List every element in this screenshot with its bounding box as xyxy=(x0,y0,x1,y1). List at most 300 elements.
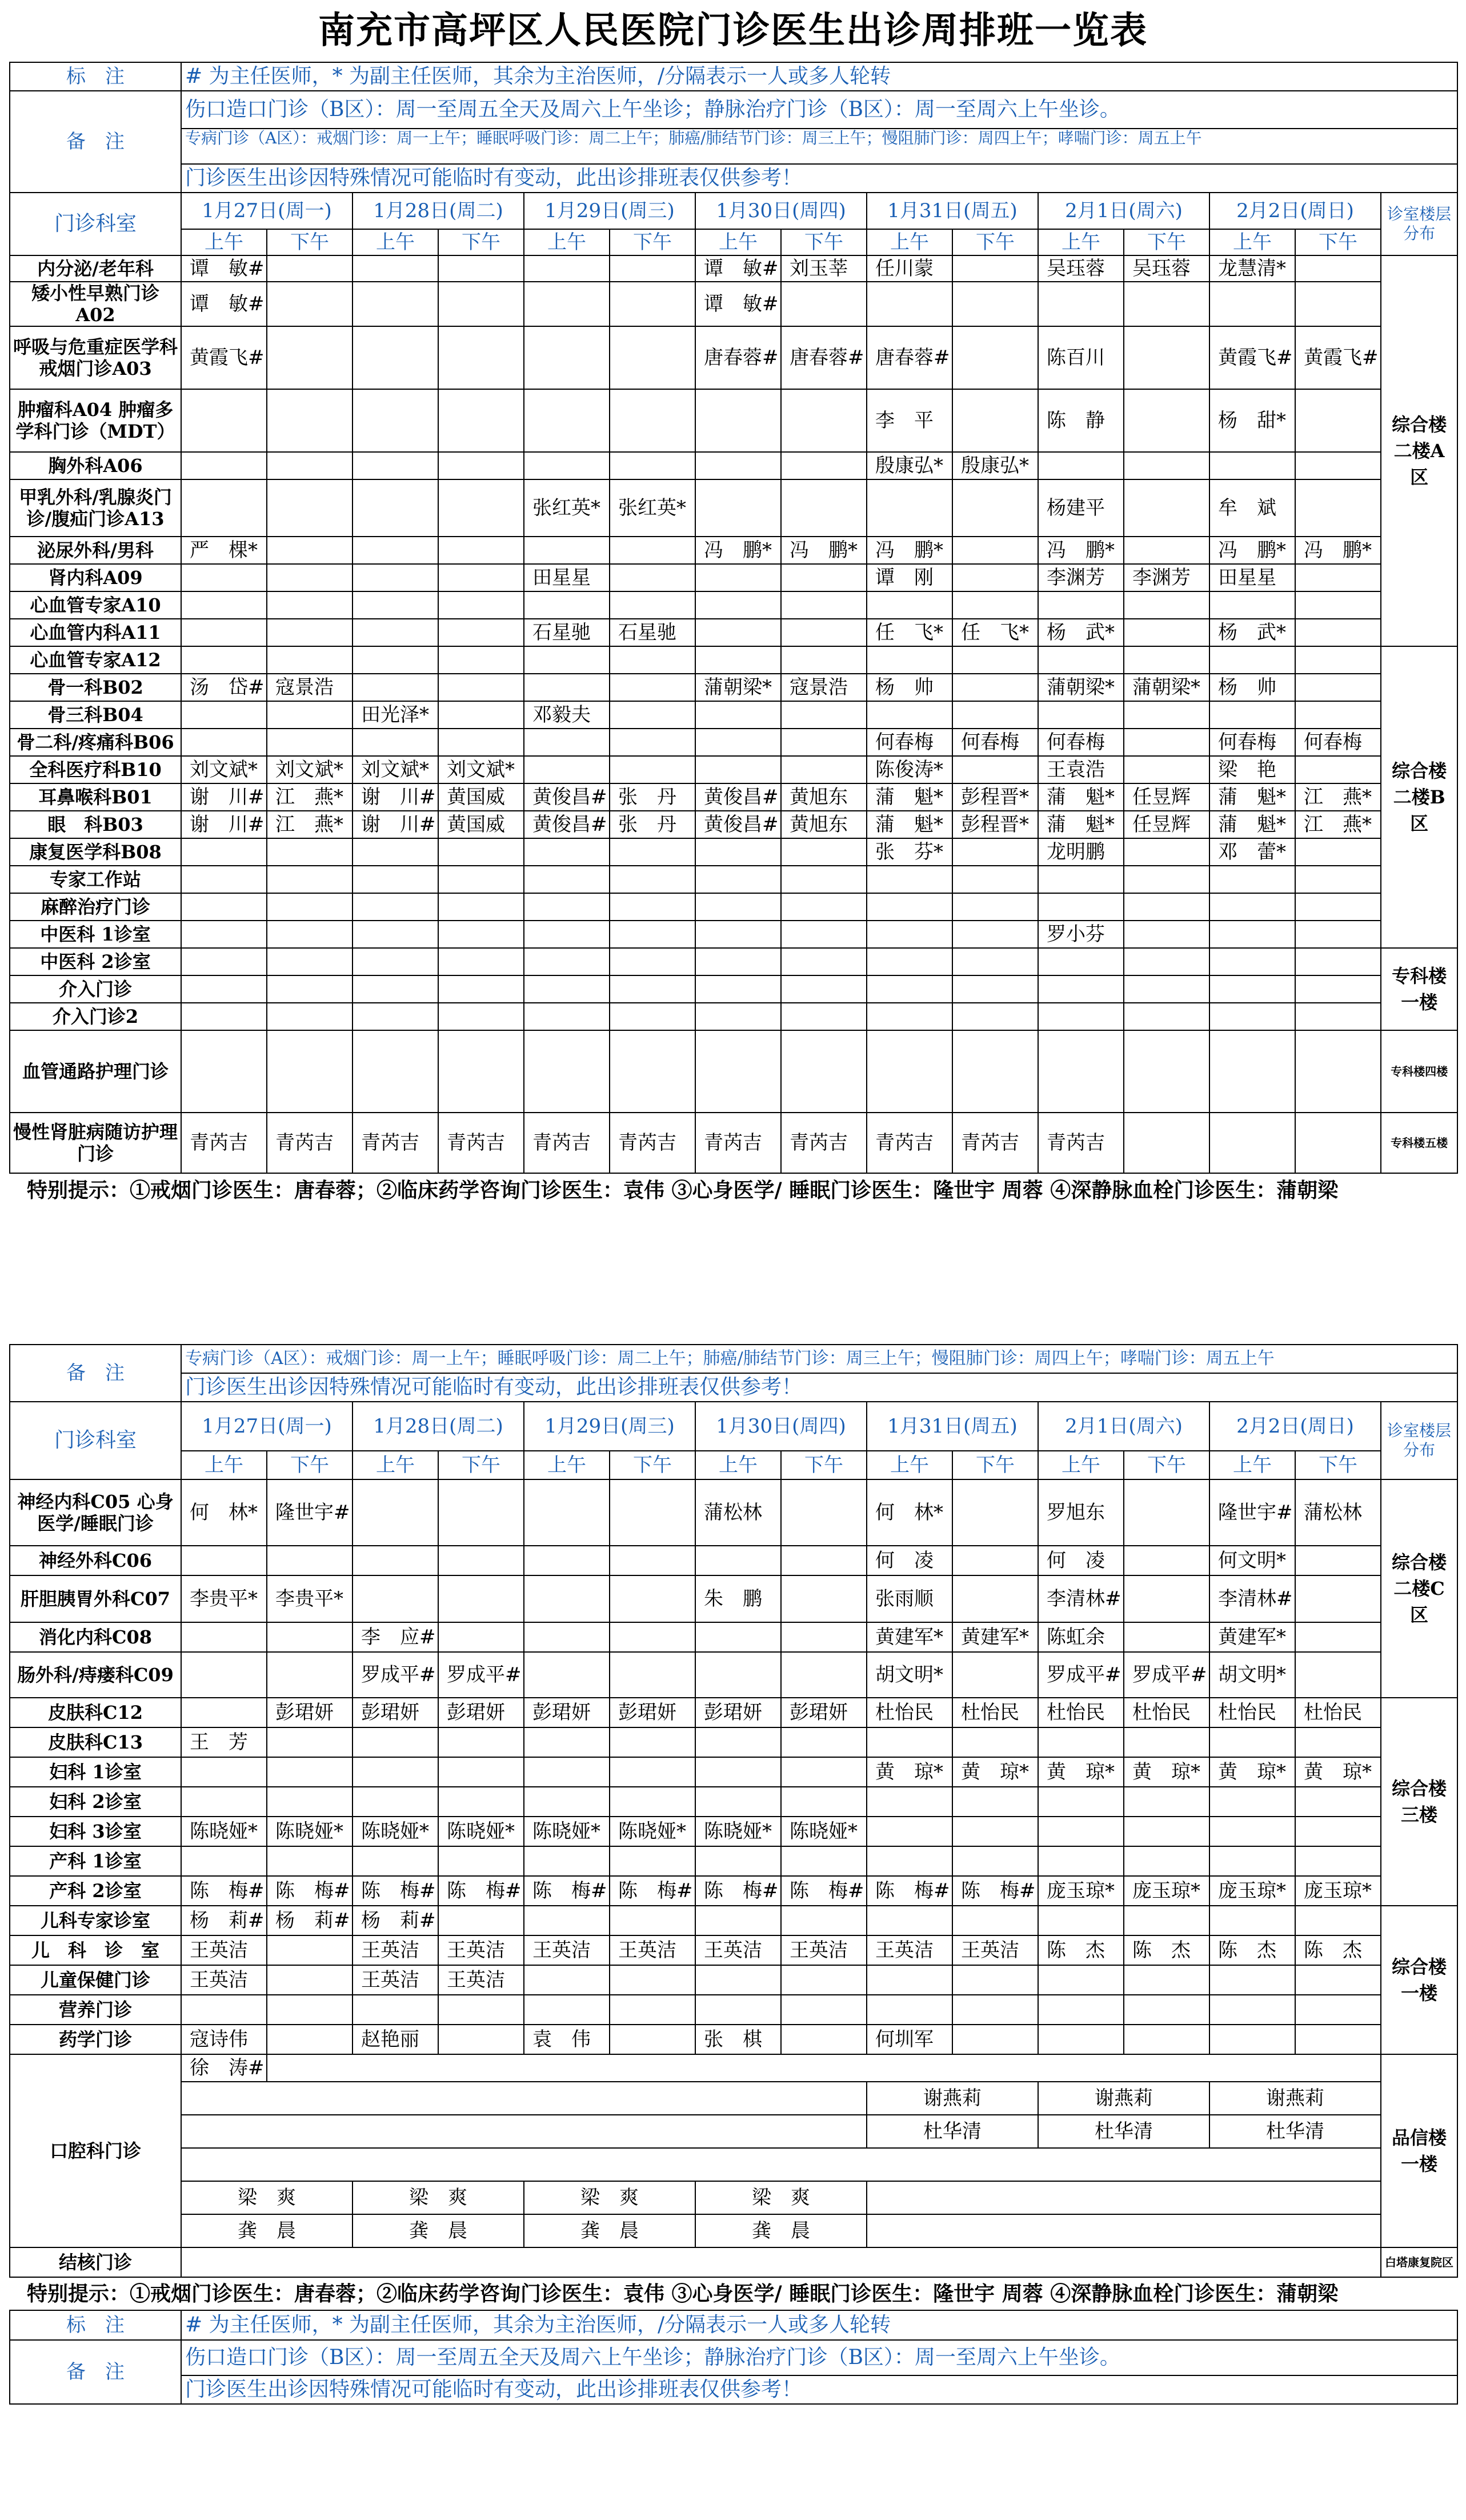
table-row xyxy=(10,1575,1457,1622)
doctor-slot xyxy=(1295,1622,1381,1652)
doctor-slot xyxy=(1124,2025,1209,2054)
doctor-slot: 冯 鹏* xyxy=(1209,537,1295,564)
doctor-slot: 陈俊涛* xyxy=(867,756,952,783)
doctor-slot xyxy=(867,893,952,921)
doctor-slot xyxy=(1124,1622,1209,1652)
doctor-slot xyxy=(610,866,695,893)
doctor-slot xyxy=(524,1652,610,1698)
doctor-slot xyxy=(1209,1995,1295,2025)
doctor-slot xyxy=(524,921,610,948)
doctor-slot xyxy=(952,921,1038,948)
doctor-slot xyxy=(1124,1727,1209,1757)
dept-name: 介入门诊 xyxy=(10,975,181,1003)
doctor-slot xyxy=(1295,1817,1381,1846)
doctor-slot xyxy=(353,948,438,975)
doctor-slot xyxy=(181,1546,267,1575)
pm-header: 下午 xyxy=(1124,229,1209,255)
doctor-slot xyxy=(524,948,610,975)
doctor-slot xyxy=(524,756,610,783)
doctor-slot xyxy=(438,893,524,921)
table-row xyxy=(10,282,1457,326)
am-header: 上午 xyxy=(1209,1451,1295,1479)
doctor-slot xyxy=(1124,1113,1209,1173)
doctor-slot xyxy=(1209,893,1295,921)
dept-name: 中医科 2诊室 xyxy=(10,948,181,975)
doctor-slot xyxy=(1209,866,1295,893)
doctor-slot xyxy=(1209,452,1295,479)
doctor-slot: 陈 杰 xyxy=(1038,1935,1124,1965)
doctor-slot xyxy=(695,1622,781,1652)
doctor-slot xyxy=(781,1030,867,1113)
doctor-slot xyxy=(1038,646,1124,674)
table-row xyxy=(10,2310,1457,2340)
doctor-slot: 杜怡民 xyxy=(1124,1698,1209,1727)
doctor-slot xyxy=(267,975,353,1003)
doctor-slot xyxy=(353,1757,438,1787)
empty-slot xyxy=(867,2214,1381,2247)
doctor-slot: 蒲朝梁* xyxy=(695,674,781,701)
doctor-slot xyxy=(610,591,695,619)
empty-slot xyxy=(181,2148,1381,2181)
doctor-slot: 杨 甜* xyxy=(1209,389,1295,452)
table-row xyxy=(10,1113,1457,1173)
doctor-slot xyxy=(1124,948,1209,975)
doctor-slot xyxy=(267,1935,353,1965)
doctor-slot xyxy=(267,564,353,591)
doctor-slot xyxy=(267,729,353,756)
doctor-slot xyxy=(1295,674,1381,701)
doctor-slot xyxy=(695,1787,781,1817)
doctor-slot xyxy=(695,646,781,674)
doctor-slot xyxy=(267,646,353,674)
doctor-slot xyxy=(267,921,353,948)
doctor-slot xyxy=(1124,1030,1209,1113)
doctor-slot xyxy=(610,1846,695,1876)
doctor-slot xyxy=(1295,619,1381,646)
doctor-slot: 黄俊昌# xyxy=(695,783,781,811)
doctor-slot xyxy=(867,1995,952,2025)
table-row xyxy=(10,1622,1457,1652)
doctor-slot: 谢 川# xyxy=(353,811,438,838)
doctor-slot: 何春梅 xyxy=(1209,729,1295,756)
doctor-slot xyxy=(695,921,781,948)
note-change: 门诊医生出诊因特殊情况可能临时有变动，此出诊排班表仅供参考！ xyxy=(181,2375,1457,2404)
building-location: 综合楼二楼A区 xyxy=(1381,255,1457,646)
doctor-slot xyxy=(181,619,267,646)
doctor-slot: 彭珺妍 xyxy=(781,1698,867,1727)
doctor-slot: 杨 帅 xyxy=(1209,674,1295,701)
doctor-slot xyxy=(267,452,353,479)
building-location: 综合楼二楼B区 xyxy=(1381,646,1457,948)
doctor-slot: 陈晓娅* xyxy=(438,1817,524,1846)
doctor-slot xyxy=(524,893,610,921)
doctor-slot: 青芮吉 xyxy=(867,1113,952,1173)
doctor-slot xyxy=(524,1846,610,1876)
dept-name: 肠外科/痔瘘科C09 xyxy=(10,1652,181,1698)
doctor-slot xyxy=(438,1787,524,1817)
doctor-slot: 王英洁 xyxy=(952,1935,1038,1965)
doctor-slot xyxy=(610,1622,695,1652)
doctor-slot: 赵艳丽 xyxy=(353,2025,438,2054)
doctor-slot xyxy=(1209,1003,1295,1030)
doctor-slot xyxy=(267,537,353,564)
doctor-slot xyxy=(181,1030,267,1113)
doctor-slot: 青芮吉 xyxy=(267,1113,353,1173)
doctor-slot xyxy=(867,1965,952,1995)
doctor-slot xyxy=(1209,1727,1295,1757)
doctor-slot: 陈 梅# xyxy=(952,1876,1038,1906)
doctor-slot xyxy=(1209,921,1295,948)
dept-name: 介入门诊2 xyxy=(10,1003,181,1030)
doctor-slot xyxy=(781,1003,867,1030)
doctor-slot: 任 飞* xyxy=(867,619,952,646)
doctor-slot xyxy=(353,282,438,326)
doctor-slot xyxy=(1124,1787,1209,1817)
doctor-slot: 庞玉琼* xyxy=(1295,1876,1381,1906)
doctor-slot xyxy=(267,389,353,452)
doctor-slot xyxy=(267,1030,353,1113)
doctor-slot: 蒲松林 xyxy=(1295,1479,1381,1546)
table-row xyxy=(10,619,1457,646)
doctor-slot xyxy=(1124,452,1209,479)
table-row xyxy=(10,783,1457,811)
doctor-slot: 陈晓娅* xyxy=(181,1817,267,1846)
doctor-slot xyxy=(610,537,695,564)
doctor-slot xyxy=(610,1787,695,1817)
doctor-slot: 何 凌 xyxy=(867,1546,952,1575)
doctor-slot: 黄 琼* xyxy=(952,1757,1038,1787)
doctor-slot xyxy=(781,282,867,326)
dept-name: 眼 科B03 xyxy=(10,811,181,838)
doctor-slot xyxy=(524,1030,610,1113)
doctor-slot: 庞玉琼* xyxy=(1209,1876,1295,1906)
doctor-slot xyxy=(952,646,1038,674)
doctor-slot xyxy=(353,1575,438,1622)
doctor-slot: 殷康弘* xyxy=(952,452,1038,479)
table-row xyxy=(10,1451,1457,1479)
pm-header: 下午 xyxy=(267,1451,353,1479)
doctor-slot xyxy=(867,282,952,326)
doctor-slot xyxy=(438,1995,524,2025)
doctor-slot xyxy=(1124,1965,1209,1995)
doctor-slot xyxy=(781,1995,867,2025)
doctor-slot xyxy=(1295,1787,1381,1817)
doctor-slot: 黄旭东 xyxy=(781,811,867,838)
doctor-slot xyxy=(438,564,524,591)
doctor-slot xyxy=(1295,1575,1381,1622)
doctor-slot xyxy=(1038,591,1124,619)
doctor-slot xyxy=(181,1698,267,1727)
doctor-slot: 张 芬* xyxy=(867,838,952,866)
doctor-slot xyxy=(1295,838,1381,866)
doctor-slot: 黄建军* xyxy=(952,1622,1038,1652)
doctor-slot: 梁 爽 xyxy=(353,2181,524,2214)
doctor-slot xyxy=(610,975,695,1003)
doctor-slot xyxy=(1124,1546,1209,1575)
doctor-slot xyxy=(695,1652,781,1698)
doctor-slot xyxy=(1124,1575,1209,1622)
doctor-slot xyxy=(1295,975,1381,1003)
table-row xyxy=(10,1935,1457,1965)
doctor-slot xyxy=(610,389,695,452)
doctor-slot: 杜怡民 xyxy=(952,1698,1038,1727)
doctor-slot: 蒲朝梁* xyxy=(1124,674,1209,701)
doctor-slot xyxy=(695,389,781,452)
doctor-slot xyxy=(695,1965,781,1995)
doctor-slot: 冯 鹏* xyxy=(867,537,952,564)
doctor-slot: 陈 杰 xyxy=(1295,1935,1381,1965)
table-row xyxy=(10,646,1457,674)
doctor-slot xyxy=(1038,1906,1124,1935)
doctor-slot xyxy=(1295,255,1381,282)
doctor-slot xyxy=(695,866,781,893)
doctor-slot xyxy=(610,452,695,479)
doctor-slot xyxy=(524,326,610,389)
table-row xyxy=(10,1995,1457,2025)
doctor-slot xyxy=(438,537,524,564)
special-hint: 特别提示：①戒烟门诊医生：唐春蓉；②临床药学咨询门诊医生：袁伟 ③心身医学/ 睡眠门诊医生：隆世宇 周蓉 ④深静脉血栓门诊医生：蒲朝梁 xyxy=(27,1178,1339,1202)
doctor-slot: 寇诗伟 xyxy=(181,2025,267,2054)
doctor-slot: 何 林* xyxy=(181,1479,267,1546)
table-row xyxy=(10,1345,1457,1373)
doctor-slot: 陈 静 xyxy=(1038,389,1124,452)
doctor-slot xyxy=(181,838,267,866)
doctor-slot xyxy=(952,674,1038,701)
legend-text: # 为主任医师，* 为副主任医师，其余为主治医师，/分隔表示一人或多人轮转 xyxy=(181,62,1457,91)
doctor-slot: 罗小芬 xyxy=(1038,921,1124,948)
dept-name: 内分泌/老年科 xyxy=(10,255,181,282)
table-row xyxy=(10,2054,1457,2082)
doctor-slot xyxy=(524,729,610,756)
building-location: 专科楼四楼 xyxy=(1381,1030,1457,1113)
doctor-slot xyxy=(1295,1727,1381,1757)
note-special: 专病门诊（A区）：戒烟门诊：周一上午；睡眠呼吸门诊：周二上午；肺癌/肺结节门诊：周三上午；慢阻肺门诊：周四上午；哮喘门诊：周五上午 xyxy=(181,129,1457,164)
table-row xyxy=(10,255,1457,282)
doctor-slot xyxy=(952,948,1038,975)
doctor-slot xyxy=(181,701,267,729)
table-row xyxy=(10,948,1457,975)
table-row xyxy=(10,129,1457,164)
empty-slot xyxy=(181,2115,867,2148)
doctor-slot xyxy=(952,866,1038,893)
doctor-slot xyxy=(695,729,781,756)
table-row xyxy=(10,1479,1457,1546)
doctor-slot xyxy=(353,1787,438,1817)
table-row xyxy=(10,1965,1457,1995)
doctor-slot xyxy=(1038,701,1124,729)
doctor-slot xyxy=(610,893,695,921)
doctor-slot xyxy=(610,646,695,674)
doctor-slot xyxy=(867,591,952,619)
doctor-slot xyxy=(695,838,781,866)
doctor-slot xyxy=(610,2025,695,2054)
pm-header: 下午 xyxy=(952,229,1038,255)
doctor-slot: 青芮吉 xyxy=(181,1113,267,1173)
doctor-slot xyxy=(610,1479,695,1546)
doctor-slot: 李 应# xyxy=(353,1622,438,1652)
doctor-slot xyxy=(438,1757,524,1787)
doctor-slot xyxy=(781,591,867,619)
doctor-slot xyxy=(1124,893,1209,921)
empty-slot xyxy=(181,2247,1381,2277)
empty-slot xyxy=(867,2181,1381,2214)
doctor-slot: 任昱辉 xyxy=(1124,783,1209,811)
doctor-slot xyxy=(781,756,867,783)
doctor-slot xyxy=(1295,1965,1381,1995)
doctor-slot xyxy=(1124,729,1209,756)
doctor-slot: 李清林# xyxy=(1038,1575,1124,1622)
doctor-slot xyxy=(781,389,867,452)
table-row xyxy=(10,1787,1457,1817)
doctor-slot: 庞玉琼* xyxy=(1124,1876,1209,1906)
doctor-slot xyxy=(353,389,438,452)
doctor-slot xyxy=(781,1787,867,1817)
doctor-slot xyxy=(1124,619,1209,646)
doctor-slot xyxy=(438,619,524,646)
doctor-slot xyxy=(267,1965,353,1995)
doctor-slot: 邓 蕾* xyxy=(1209,838,1295,866)
doctor-slot xyxy=(1295,1995,1381,2025)
am-header: 上午 xyxy=(1209,229,1295,255)
doctor-slot: 黄霞飞# xyxy=(1209,326,1295,389)
doctor-slot xyxy=(781,866,867,893)
doctor-slot xyxy=(781,564,867,591)
table-row xyxy=(10,229,1457,255)
doctor-slot: 冯 鹏* xyxy=(1295,537,1381,564)
doctor-slot: 彭珺妍 xyxy=(610,1698,695,1727)
doctor-slot xyxy=(952,1003,1038,1030)
doctor-slot xyxy=(267,1003,353,1030)
doctor-slot xyxy=(524,1622,610,1652)
table-row xyxy=(10,91,1457,129)
doctor-slot: 陈 梅# xyxy=(695,1876,781,1906)
doctor-slot: 任 飞* xyxy=(952,619,1038,646)
doctor-slot xyxy=(181,564,267,591)
doctor-slot xyxy=(952,1787,1038,1817)
doctor-slot xyxy=(695,1906,781,1935)
doctor-slot xyxy=(524,838,610,866)
doctor-slot xyxy=(1209,1965,1295,1995)
doctor-slot: 杜怡民 xyxy=(867,1698,952,1727)
doctor-slot xyxy=(952,701,1038,729)
doctor-slot: 青芮吉 xyxy=(781,1113,867,1173)
table-row xyxy=(10,1402,1457,1451)
doctor-slot xyxy=(781,1965,867,1995)
doctor-slot: 杜华清 xyxy=(1209,2115,1381,2148)
day-header: 1月29日(周三) xyxy=(524,193,695,229)
doctor-slot xyxy=(1209,701,1295,729)
pm-header: 下午 xyxy=(610,1451,695,1479)
doctor-slot xyxy=(695,1727,781,1757)
doctor-slot: 何春梅 xyxy=(1295,729,1381,756)
doctor-slot xyxy=(1295,1846,1381,1876)
doctor-slot: 蒲松林 xyxy=(695,1479,781,1546)
doctor-slot xyxy=(781,838,867,866)
doctor-slot xyxy=(524,975,610,1003)
doctor-slot xyxy=(610,1575,695,1622)
doctor-slot xyxy=(1038,866,1124,893)
doctor-slot xyxy=(781,1757,867,1787)
doctor-slot xyxy=(781,452,867,479)
doctor-slot xyxy=(1209,282,1295,326)
doctor-slot: 刘玉莘 xyxy=(781,255,867,282)
doctor-slot: 杨 莉# xyxy=(353,1906,438,1935)
doctor-slot xyxy=(524,282,610,326)
doctor-slot xyxy=(781,893,867,921)
doctor-slot xyxy=(952,255,1038,282)
doctor-slot: 何春梅 xyxy=(867,729,952,756)
doctor-slot: 朱 鹏 xyxy=(695,1575,781,1622)
day-header: 2月1日(周六) xyxy=(1038,193,1209,229)
doctor-slot xyxy=(695,1995,781,2025)
building-location: 专科楼一楼 xyxy=(1381,948,1457,1030)
table-row xyxy=(10,729,1457,756)
note-special: 专病门诊（A区）：戒烟门诊：周一上午；睡眠呼吸门诊：周二上午；肺癌/肺结节门诊：周三上午；慢阻肺门诊：周四上午；哮喘门诊：周五上午 xyxy=(181,1345,1457,1373)
doctor-slot xyxy=(952,1652,1038,1698)
doctor-slot xyxy=(267,282,353,326)
doctor-slot xyxy=(610,756,695,783)
am-header: 上午 xyxy=(353,1451,438,1479)
doctor-slot xyxy=(524,537,610,564)
remark-label: 备 注 xyxy=(10,2340,181,2404)
empty-slot xyxy=(267,2054,1381,2082)
doctor-slot xyxy=(695,452,781,479)
pm-header: 下午 xyxy=(781,229,867,255)
doctor-slot: 任川蒙 xyxy=(867,255,952,282)
doctor-slot: 黄俊昌# xyxy=(695,811,781,838)
doctor-slot xyxy=(781,479,867,537)
am-header: 上午 xyxy=(353,229,438,255)
doctor-slot: 谭 敏# xyxy=(695,282,781,326)
doctor-slot xyxy=(1038,893,1124,921)
doctor-slot xyxy=(524,1995,610,2025)
doctor-slot xyxy=(781,701,867,729)
doctor-slot xyxy=(267,479,353,537)
doctor-slot xyxy=(1124,701,1209,729)
doctor-slot xyxy=(1124,389,1209,452)
doctor-slot: 杜华清 xyxy=(867,2115,1038,2148)
dept-name: 产科 1诊室 xyxy=(10,1846,181,1876)
doctor-slot xyxy=(267,619,353,646)
doctor-slot: 石星驰 xyxy=(524,619,610,646)
pm-header: 下午 xyxy=(952,1451,1038,1479)
doctor-slot: 陈 梅# xyxy=(353,1876,438,1906)
doctor-slot: 徐 涛# xyxy=(181,2054,267,2082)
doctor-slot: 田星星 xyxy=(524,564,610,591)
doctor-slot: 青芮吉 xyxy=(610,1113,695,1173)
doctor-slot xyxy=(267,1652,353,1698)
building-location: 专科楼五楼 xyxy=(1381,1113,1457,1173)
doctor-slot xyxy=(1209,2025,1295,2054)
doctor-slot xyxy=(1209,1906,1295,1935)
doctor-slot xyxy=(181,479,267,537)
doctor-slot: 杨 武* xyxy=(1209,619,1295,646)
doctor-slot xyxy=(438,729,524,756)
doctor-slot xyxy=(267,591,353,619)
doctor-slot xyxy=(267,838,353,866)
doctor-slot xyxy=(524,389,610,452)
doctor-slot xyxy=(1038,975,1124,1003)
doctor-slot xyxy=(438,866,524,893)
dept-name: 药学门诊 xyxy=(10,2025,181,2054)
table-row xyxy=(10,537,1457,564)
doctor-slot xyxy=(781,1622,867,1652)
doctor-slot xyxy=(781,646,867,674)
building-location: 综合楼二楼C区 xyxy=(1381,1479,1457,1698)
doctor-slot: 王 芳 xyxy=(181,1727,267,1757)
dept-name: 骨三科B04 xyxy=(10,701,181,729)
day-header: 1月27日(周一) xyxy=(181,1402,353,1451)
